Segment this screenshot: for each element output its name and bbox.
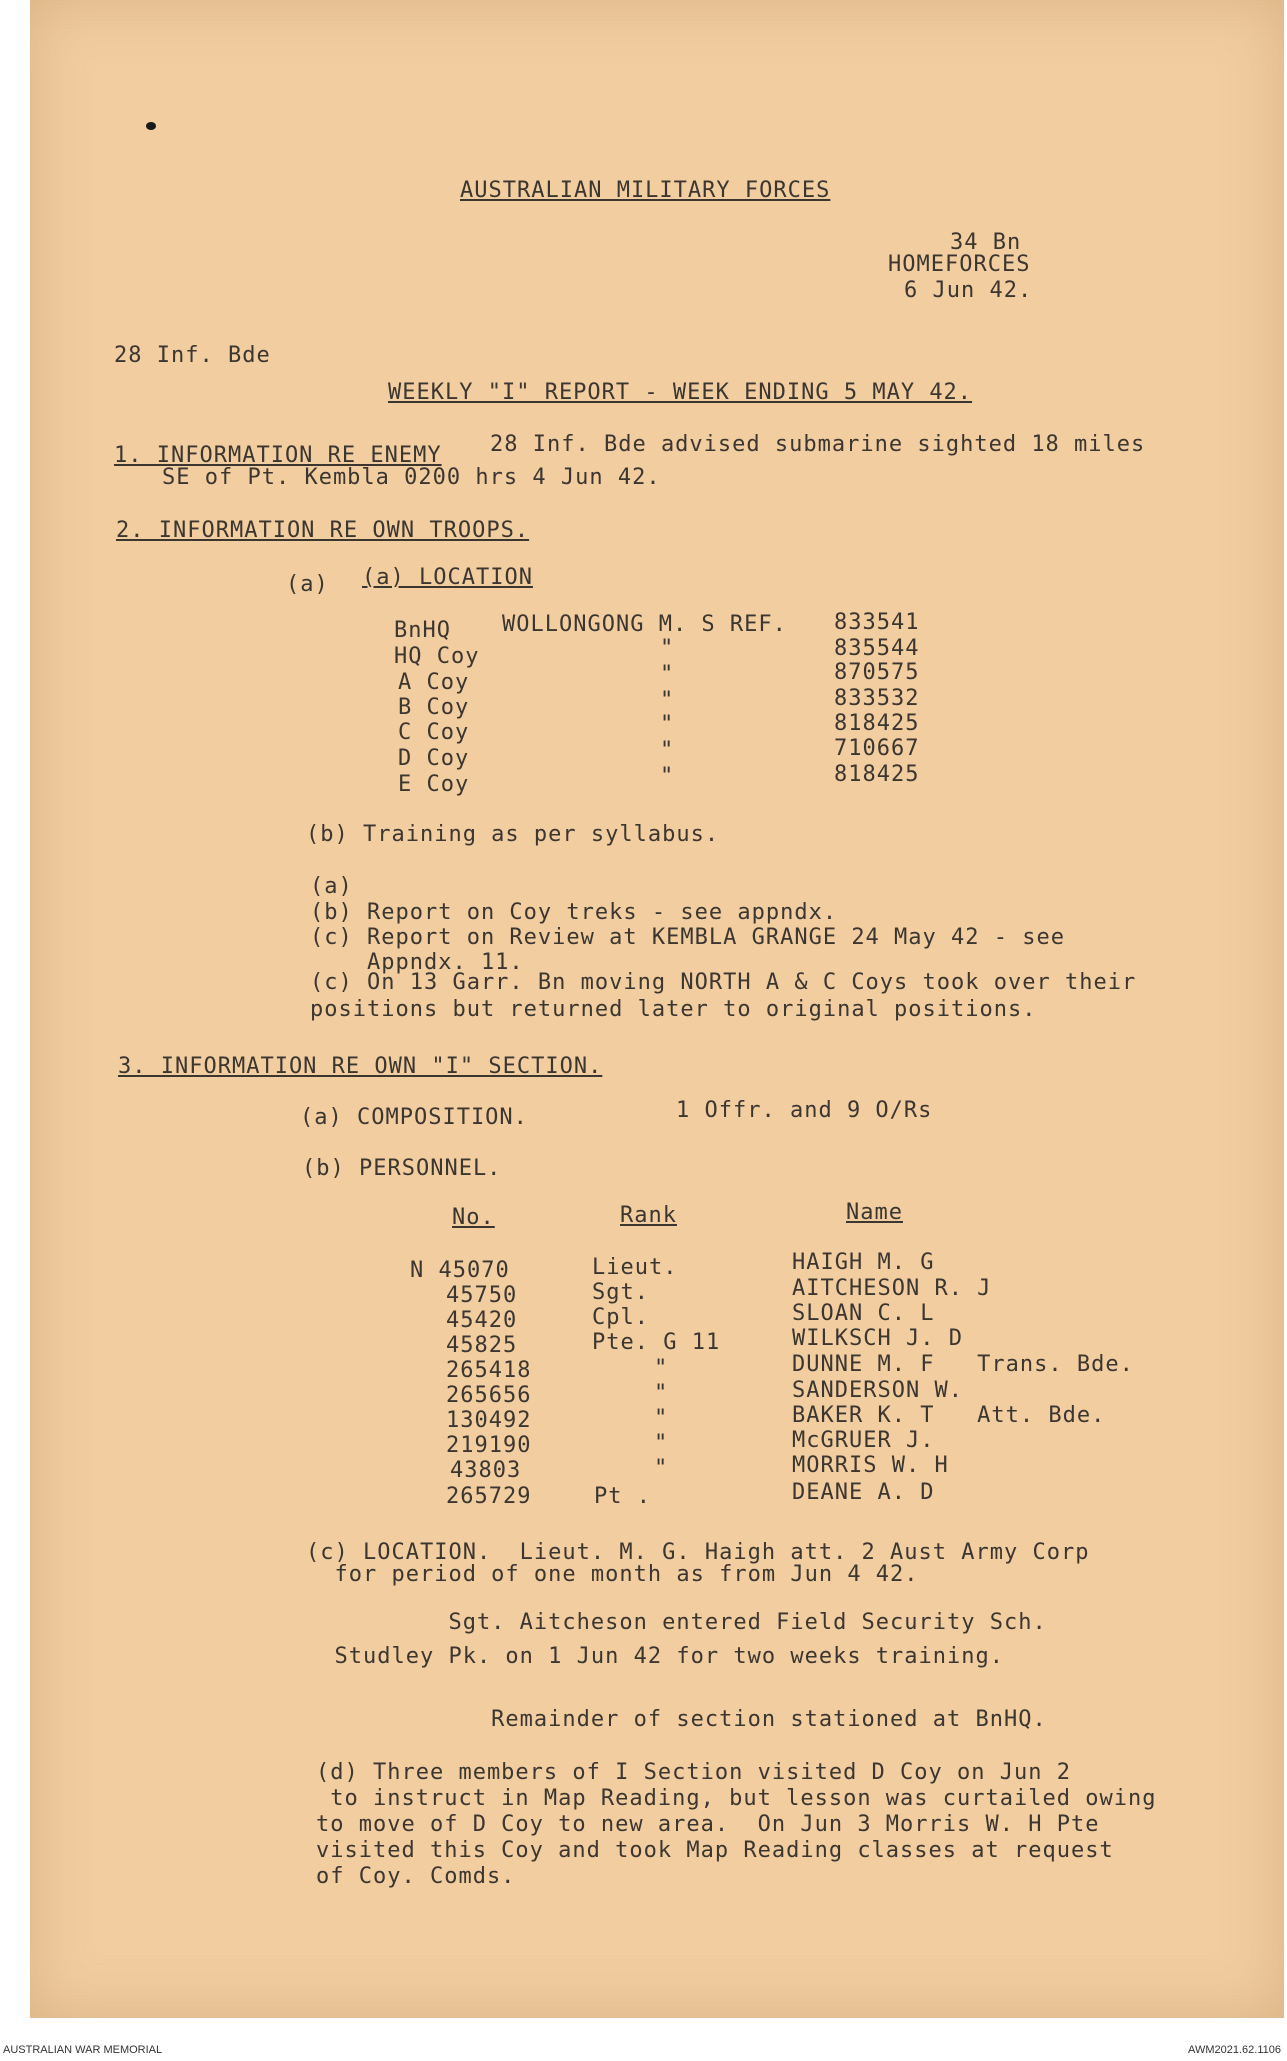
location-place: ": [660, 662, 675, 687]
personnel-no: 265656: [446, 1383, 532, 1408]
personnel-name: BAKER K. T Att. Bde.: [792, 1403, 1106, 1428]
personnel-no: 43803: [450, 1458, 522, 1483]
column-header-rank: Rank: [620, 1203, 677, 1228]
document-title: AUSTRALIAN MILITARY FORCES: [460, 178, 831, 203]
personnel-no: 265729: [446, 1484, 532, 1509]
personnel-name: WILKSCH J. D: [792, 1326, 963, 1351]
document-date: 6 Jun 42.: [904, 278, 1033, 303]
personnel-rank: Pte. G 11: [592, 1330, 721, 1355]
personnel-rank: ": [654, 1456, 669, 1481]
personnel-no: 45825: [446, 1333, 518, 1358]
location-unit: HQ Coy: [394, 644, 480, 669]
location-ref: 833541: [834, 610, 920, 635]
training-line: (b) Training as per syllabus.: [306, 822, 720, 847]
location-ref: 818425: [834, 711, 920, 736]
paragraph-d-line: visited this Coy and took Map Reading classes at request: [316, 1838, 1114, 1863]
personnel-label: (b) PERSONNEL.: [302, 1156, 502, 1181]
footer-catalogue-id: AWM2021.62.1106: [1188, 2044, 1281, 2056]
paragraph-d-line: to move of D Coy to new area. On Jun 3 Morris W. H Pte: [316, 1812, 1100, 1837]
composition-label: (a) COMPOSITION.: [300, 1105, 528, 1130]
personnel-no: 45420: [446, 1308, 518, 1333]
section3-heading: 3. INFORMATION RE OWN "I" SECTION.: [118, 1054, 603, 1079]
personnel-name: MORRIS W. H: [792, 1453, 949, 1478]
section2-sub-label: (a): [286, 572, 329, 597]
force-label: HOMEFORCES: [888, 252, 1031, 277]
section2-item: (b) Report on Coy treks - see appndx.: [310, 900, 838, 925]
location-ref: 710667: [834, 736, 920, 761]
column-header-no: No.: [452, 1205, 495, 1230]
personnel-name: McGRUER J.: [792, 1428, 935, 1453]
personnel-name: AITCHESON R. J: [792, 1276, 992, 1301]
section1-heading: 1. INFORMATION RE ENEMY: [114, 443, 442, 468]
personnel-rank: ": [654, 1381, 669, 1406]
location-unit: D Coy: [398, 746, 470, 771]
location-ref: 818425: [834, 762, 920, 787]
personnel-rank: Pt .: [594, 1484, 651, 1509]
location-paragraph-line: Studley Pk. on 1 Jun 42 for two weeks training.: [306, 1644, 1005, 1669]
location-unit: A Coy: [398, 670, 470, 695]
location-ref: 833532: [834, 686, 920, 711]
location-paragraph-line: (c) LOCATION. Lieut. M. G. Haigh att. 2 Aust Army Corp: [306, 1540, 1090, 1565]
location-place: ": [660, 636, 675, 661]
location-ref: 870575: [834, 660, 920, 685]
addressee: 28 Inf. Bde: [114, 343, 271, 368]
section2-item: Appndx. 11.: [310, 950, 524, 975]
composition-value: 1 Offr. and 9 O/Rs: [676, 1098, 933, 1123]
personnel-no: 265418: [446, 1358, 532, 1383]
personnel-name: SANDERSON W.: [792, 1378, 963, 1403]
location-unit: E Coy: [398, 772, 470, 797]
location-unit: C Coy: [398, 720, 470, 745]
personnel-name: DUNNE M. F Trans. Bde.: [792, 1352, 1134, 1377]
paragraph-d-line: to instruct in Map Reading, but lesson was curtailed owing: [316, 1786, 1157, 1811]
paragraph-d-line: (d) Three members of I Section visited D Coy on Jun 2: [316, 1760, 1071, 1785]
location-place: ": [660, 688, 675, 713]
personnel-rank: ": [654, 1356, 669, 1381]
unit-label: 34 Bn: [950, 230, 1022, 255]
location-paragraph-line: Remainder of section stationed at BnHQ.: [306, 1707, 1047, 1732]
personnel-no: 219190: [446, 1433, 532, 1458]
section2-item: (c) On 13 Garr. Bn moving NORTH A & C Coys took over their: [310, 970, 1137, 995]
location-place: WOLLONGONG M. S REF.: [502, 612, 787, 637]
location-place: ": [660, 712, 675, 737]
ink-mark: [146, 122, 156, 130]
personnel-name: SLOAN C. L: [792, 1301, 935, 1326]
paragraph-d-line: of Coy. Comds.: [316, 1864, 516, 1889]
section2-heading: 2. INFORMATION RE OWN TROOPS.: [116, 518, 530, 543]
personnel-no: N 45070: [410, 1258, 510, 1283]
section1-text-line1: 28 Inf. Bde advised submarine sighted 18 miles: [490, 432, 1146, 457]
location-unit: B Coy: [398, 695, 470, 720]
location-paragraph-line: Sgt. Aitcheson entered Field Security Sch.: [306, 1610, 1047, 1635]
section2-item: positions but returned later to original positions.: [310, 997, 1037, 1022]
location-place: ": [660, 738, 675, 763]
location-ref: 835544: [834, 636, 920, 661]
location-place: ": [660, 764, 675, 789]
location-heading: (a) LOCATION: [362, 565, 533, 590]
section2-item: (c) Report on Review at KEMBLA GRANGE 24 May 42 - see: [310, 925, 1065, 950]
personnel-rank: Lieut.: [592, 1255, 678, 1280]
personnel-name: HAIGH M. G: [792, 1250, 935, 1275]
personnel-name: DEANE A. D: [792, 1480, 935, 1505]
section2-item: (a): [310, 874, 353, 899]
location-paragraph-line: for period of one month as from Jun 4 42.: [306, 1562, 919, 1587]
personnel-rank: ": [654, 1431, 669, 1456]
personnel-rank: ": [654, 1406, 669, 1431]
column-header-name: Name: [846, 1200, 903, 1225]
report-title: WEEKLY "I" REPORT - WEEK ENDING 5 MAY 42.: [388, 380, 973, 405]
footer-source: AUSTRALIAN WAR MEMORIAL: [3, 2044, 163, 2056]
personnel-rank: Cpl.: [592, 1305, 649, 1330]
personnel-rank: Sgt.: [592, 1280, 649, 1305]
location-unit: BnHQ: [394, 618, 451, 643]
personnel-no: 130492: [446, 1408, 532, 1433]
personnel-no: 45750: [446, 1283, 518, 1308]
section1-text-line2: SE of Pt. Kembla 0200 hrs 4 Jun 42.: [162, 465, 661, 490]
